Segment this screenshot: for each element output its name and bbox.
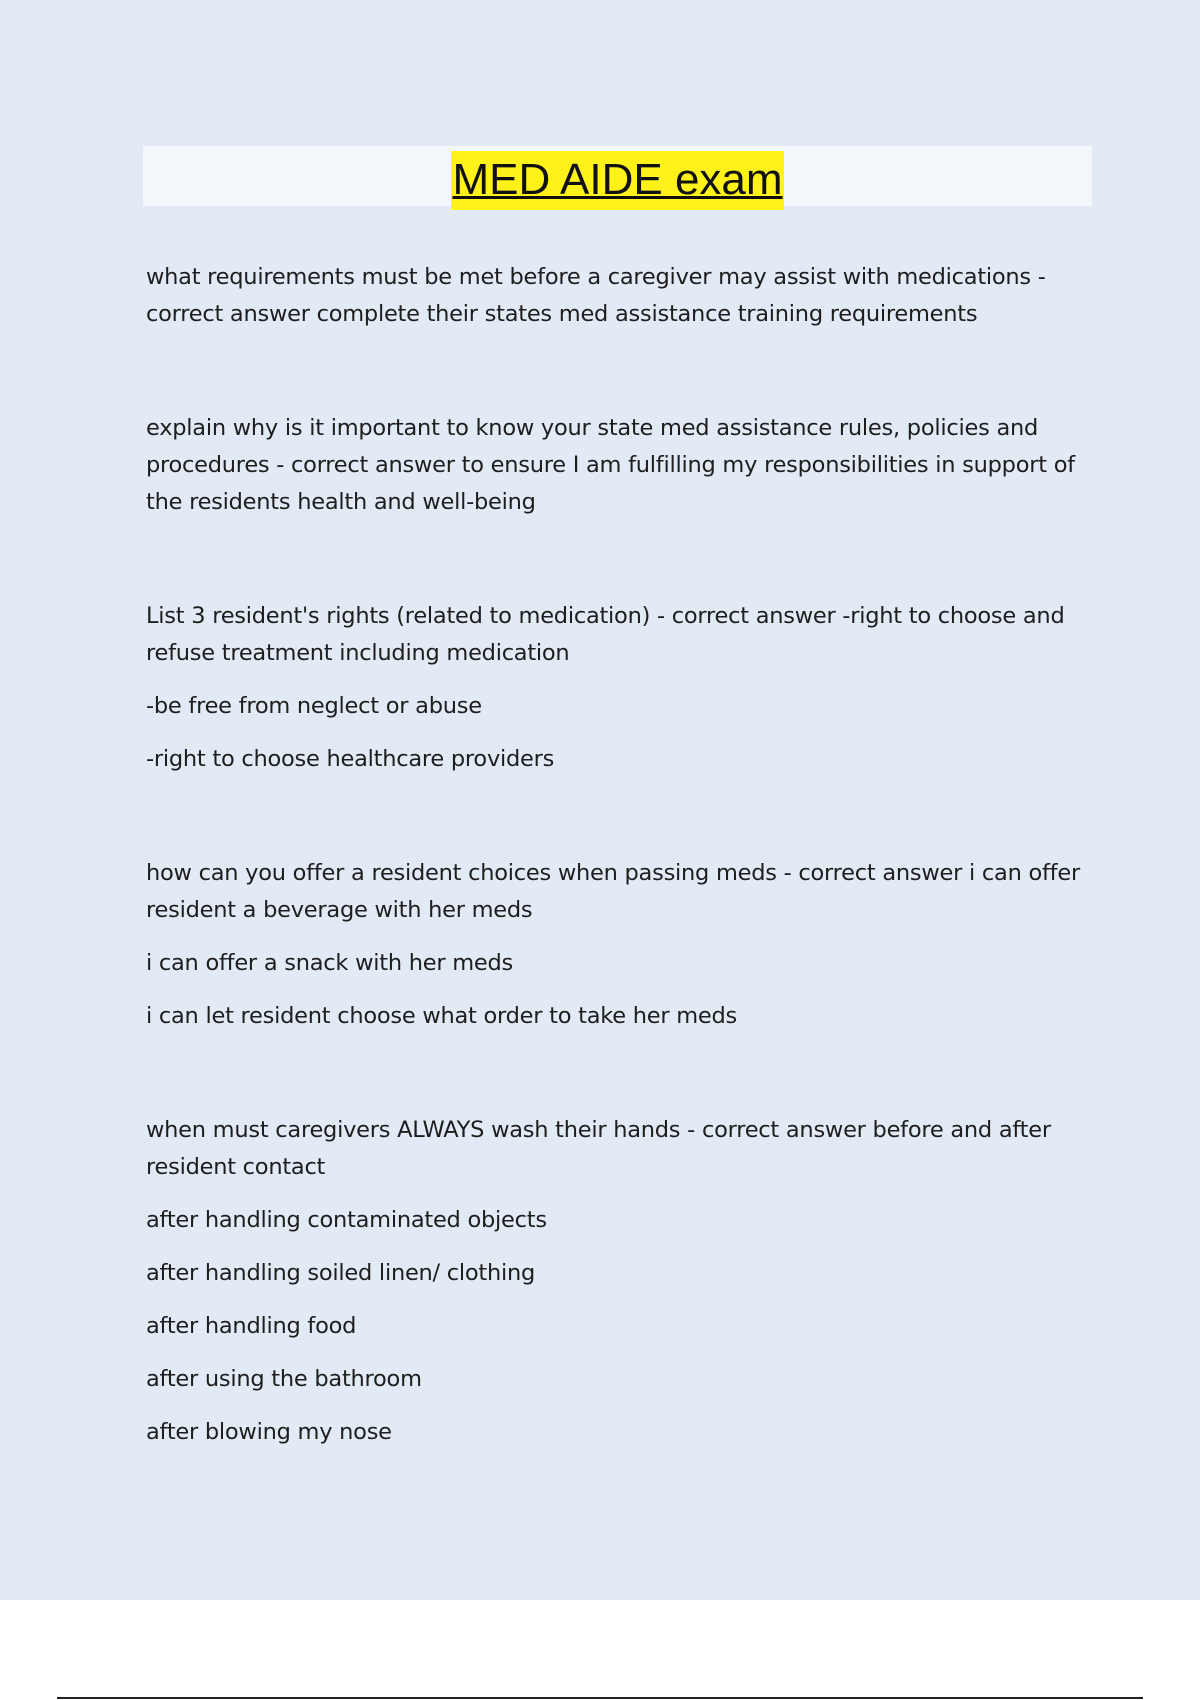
document-title-text: MED AIDE exam [451, 151, 783, 210]
qa-item [146, 410, 1091, 521]
qa-answer-line: i can let resident choose what order to take her meds [146, 1003, 738, 1029]
qa-item [146, 598, 1091, 778]
qa-answer-line: after handling contaminated objects [146, 1207, 547, 1233]
qa-answer-line: i can offer a snack with her meds [146, 950, 513, 976]
title-bar [143, 146, 1092, 206]
qa-answer-line: after using the bathroom [146, 1366, 422, 1392]
qa-answer-line: -right to choose healthcare providers [146, 746, 555, 772]
qa-item [146, 259, 1091, 333]
qa-question-answer: how can you offer a resident choices when passing meds - correct answer i can offer resident a beverage with her meds [146, 860, 1080, 923]
qa-question-answer: what requirements must be met before a caregiver may assist with medications - correct answer complete their states med assistance training requirements [146, 264, 1046, 327]
footer-divider [57, 1697, 1143, 1699]
qa-item [146, 855, 1091, 1035]
qa-question-answer: when must caregivers ALWAYS wash their hands - correct answer before and after resident contact [146, 1117, 1051, 1180]
qa-answer-line: -be free from neglect or abuse [146, 693, 482, 719]
qa-question-answer: List 3 resident's rights (related to medication) - correct answer -right to choose and refuse treatment including medication [146, 603, 1065, 666]
qa-answer-line: after handling soiled linen/ clothing [146, 1260, 536, 1286]
document-title [451, 155, 783, 204]
qa-item [146, 1112, 1091, 1451]
qa-question-answer: explain why is it important to know your state med assistance rules, policies and procedures - correct answer to ensure I am fulfilling my responsibilities in support of the residents health and well-being [146, 415, 1075, 515]
qa-answer-line: after blowing my nose [146, 1419, 392, 1445]
qa-answer-line: after handling food [146, 1313, 357, 1339]
document-body [146, 259, 1091, 1451]
